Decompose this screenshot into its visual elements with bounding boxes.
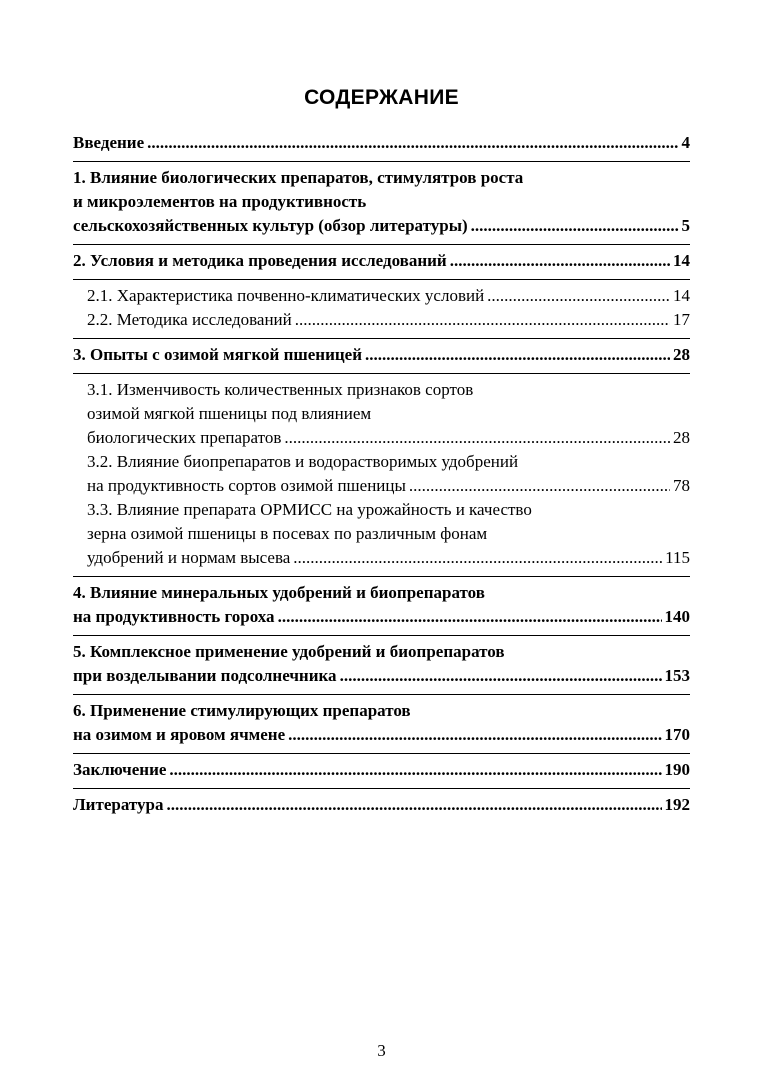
toc-entry-text: Заключение: [73, 760, 167, 779]
page-number: 3: [377, 1041, 386, 1060]
page-title: СОДЕРЖАНИЕ: [304, 86, 459, 109]
toc-entry-text: 1. Влияние биологических препаратов, стимулятров роста: [73, 168, 524, 187]
divider: [73, 373, 690, 374]
toc-entry-text: 6. Применение стимулирующих препаратов: [73, 701, 411, 720]
toc-entry-text: 3.3. Влияние препарата ОРМИСС на урожайность и качество: [87, 500, 532, 519]
toc-page-number: 28: [673, 345, 690, 364]
toc-page-number: 170: [664, 725, 690, 744]
toc-page-number: 14: [673, 286, 690, 305]
toc-entry-text: удобрений и нормам высева: [87, 548, 291, 567]
toc-entry-text: 2. Условия и методика проведения исследований: [73, 251, 447, 270]
divider: [73, 161, 690, 162]
divider: [73, 576, 690, 577]
toc-entry-text: и микроэлементов на продуктивность: [73, 192, 367, 211]
toc-entry-text: при возделывании подсолнечника: [73, 666, 337, 685]
divider: [73, 244, 690, 245]
divider: [73, 788, 690, 789]
toc-page-number: 192: [664, 795, 690, 814]
toc-entry-text: 2.2. Методика исследований: [87, 310, 292, 329]
toc-page-number: 153: [664, 666, 690, 685]
toc-entry-chapter-6[interactable]: [73, 699, 690, 747]
toc-entry-conclusion[interactable]: [73, 758, 690, 782]
toc-page-number: 78: [673, 476, 690, 495]
toc-page-number: 14: [673, 251, 690, 270]
divider: [73, 279, 690, 280]
toc-entry-text: на продуктивность сортов озимой пшеницы: [87, 476, 406, 495]
toc-entry-text: 3. Опыты с озимой мягкой пшеницей: [73, 345, 363, 364]
toc-entry-text: на продуктивность гороха: [73, 607, 275, 626]
toc-entry-chapter-3[interactable]: [73, 343, 690, 367]
toc-page-number: 28: [673, 428, 690, 447]
toc-entry-text: 3.1. Изменчивость количественных признаков сортов: [87, 380, 474, 399]
toc-page-number: 140: [664, 607, 690, 626]
toc-entry-chapter-1[interactable]: [73, 166, 690, 238]
toc-entry-section-2-1[interactable]: [73, 284, 690, 308]
toc-entry-text: сельскохозяйственных культур (обзор литературы): [73, 216, 468, 235]
toc-entry-introduction[interactable]: [73, 131, 690, 155]
divider: [73, 338, 690, 339]
toc-entry-text: 3.2. Влияние биопрепаратов и водорастворимых удобрений: [87, 452, 519, 471]
toc-entry-chapter-4[interactable]: [73, 581, 690, 629]
toc-entry-text: зерна озимой пшеницы в посевах по различным фонам: [87, 524, 488, 543]
toc-page-number: 17: [673, 310, 690, 329]
toc-entry-text: 5. Комплексное применение удобрений и биопрепаратов: [73, 642, 505, 661]
toc-entry-section-3-2[interactable]: [73, 450, 690, 498]
toc-entry-section-2-2[interactable]: [73, 308, 690, 332]
toc-entry-text: на озимом и яровом ячмене: [73, 725, 286, 744]
toc-entry-text: Литература: [73, 795, 164, 814]
toc-page-number: 4: [681, 133, 690, 152]
toc-entry-text: 2.1. Характеристика почвенно-климатических условий: [87, 286, 485, 305]
toc-entry-section-3-3[interactable]: [73, 498, 690, 570]
divider: [73, 753, 690, 754]
toc-entry-text: биологических препаратов: [87, 428, 282, 447]
toc-entry-section-3-1[interactable]: [73, 378, 690, 450]
toc-entry-text: Введение: [73, 133, 145, 152]
toc-entry-text: 4. Влияние минеральных удобрений и биопрепаратов: [73, 583, 485, 602]
divider: [73, 694, 690, 695]
toc-page-number: 115: [665, 548, 690, 567]
toc-page-number: 5: [681, 216, 690, 235]
divider: [73, 635, 690, 636]
toc-entry-chapter-5[interactable]: [73, 640, 690, 688]
toc-page-number: 190: [664, 760, 690, 779]
toc-entry-references[interactable]: [73, 793, 690, 817]
table-of-contents: [73, 131, 690, 817]
toc-entry-chapter-2[interactable]: [73, 249, 690, 273]
toc-entry-text: озимой мягкой пшеницы под влиянием: [87, 404, 372, 423]
